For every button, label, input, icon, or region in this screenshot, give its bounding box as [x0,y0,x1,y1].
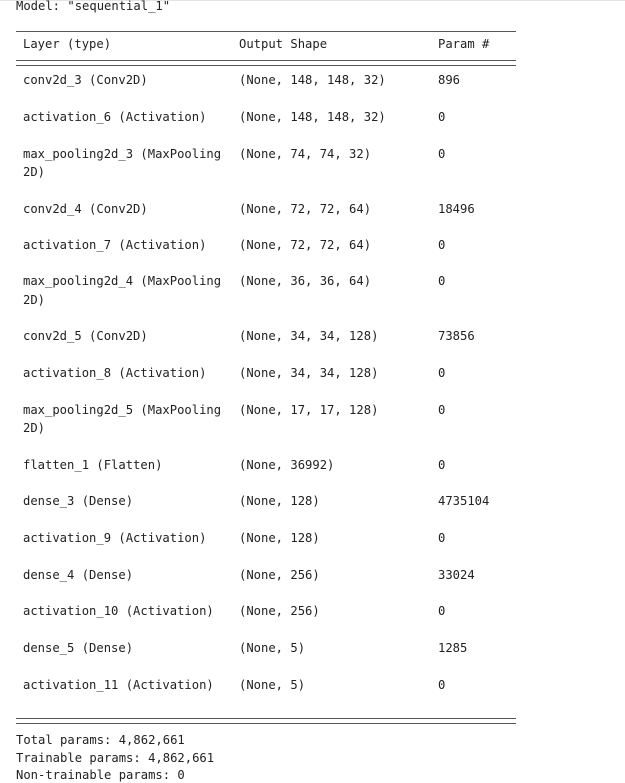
model-title: Model: "sequential_1" [16,0,171,13]
row-layer: activation_8 (Activation) [23,366,207,380]
row-shape: (None, 36, 36, 64) [239,274,372,288]
row-shape: (None, 72, 72, 64) [239,202,372,216]
row-layer: conv2d_4 (Conv2D) [23,202,148,216]
row-shape: (None, 256) [239,604,320,618]
row-layer-line1: max_pooling2d_4 (MaxPooling [23,274,222,288]
row-shape: (None, 74, 74, 32) [239,147,372,161]
row-param: 0 [438,458,446,472]
row-param: 0 [438,110,446,124]
row-layer-line1: max_pooling2d_3 (MaxPooling [23,147,222,161]
non-trainable-params: Non-trainable params: 0 [16,768,185,782]
row-shape: (None, 148, 148, 32) [239,110,386,124]
row-shape: (None, 17, 17, 128) [239,403,379,417]
row-shape: (None, 256) [239,568,320,582]
row-layer: flatten_1 (Flatten) [23,458,163,472]
row-shape: (None, 36992) [239,458,335,472]
row-shape: (None, 5) [239,678,306,692]
row-param: 73856 [438,329,475,343]
row-param: 0 [438,531,446,545]
row-param: 18496 [438,202,475,216]
row-layer-line1: max_pooling2d_5 (MaxPooling [23,403,222,417]
row-param: 33024 [438,568,475,582]
row-param: 1285 [438,641,468,655]
header-param-count: Param # [438,37,490,51]
row-layer: dense_3 (Dense) [23,494,134,508]
row-layer: activation_10 (Activation) [23,604,214,618]
row-shape: (None, 128) [239,531,320,545]
row-param: 4735104 [438,494,490,508]
row-shape: (None, 5) [239,641,306,655]
header-bottom-rule [16,60,516,66]
row-layer: activation_11 (Activation) [23,678,214,692]
header-top-rule [16,31,516,32]
row-shape: (None, 72, 72, 64) [239,238,372,252]
row-param: 0 [438,678,446,692]
row-shape: (None, 34, 34, 128) [239,366,379,380]
header-output-shape: Output Shape [239,37,328,51]
row-layer: dense_5 (Dense) [23,641,134,655]
row-shape: (None, 148, 148, 32) [239,73,386,87]
header-layer-type: Layer (type) [23,37,112,51]
row-param: 0 [438,604,446,618]
row-layer: conv2d_5 (Conv2D) [23,329,148,343]
row-shape: (None, 34, 34, 128) [239,329,379,343]
row-layer: conv2d_3 (Conv2D) [23,73,148,87]
row-param: 0 [438,366,446,380]
row-layer: activation_9 (Activation) [23,531,207,545]
row-param: 0 [438,238,446,252]
row-param: 0 [438,274,446,288]
row-param: 0 [438,403,446,417]
row-param: 896 [438,73,461,87]
total-params: Total params: 4,862,661 [16,733,185,747]
row-param: 0 [438,147,446,161]
row-layer-line2: 2D) [23,165,46,179]
row-layer-line2: 2D) [23,293,46,307]
footer-rule [16,718,516,724]
row-layer: activation_7 (Activation) [23,238,207,252]
row-shape: (None, 128) [239,494,320,508]
row-layer: dense_4 (Dense) [23,568,134,582]
trainable-params: Trainable params: 4,862,661 [16,751,215,765]
row-layer-line2: 2D) [23,421,46,435]
row-layer: activation_6 (Activation) [23,110,207,124]
